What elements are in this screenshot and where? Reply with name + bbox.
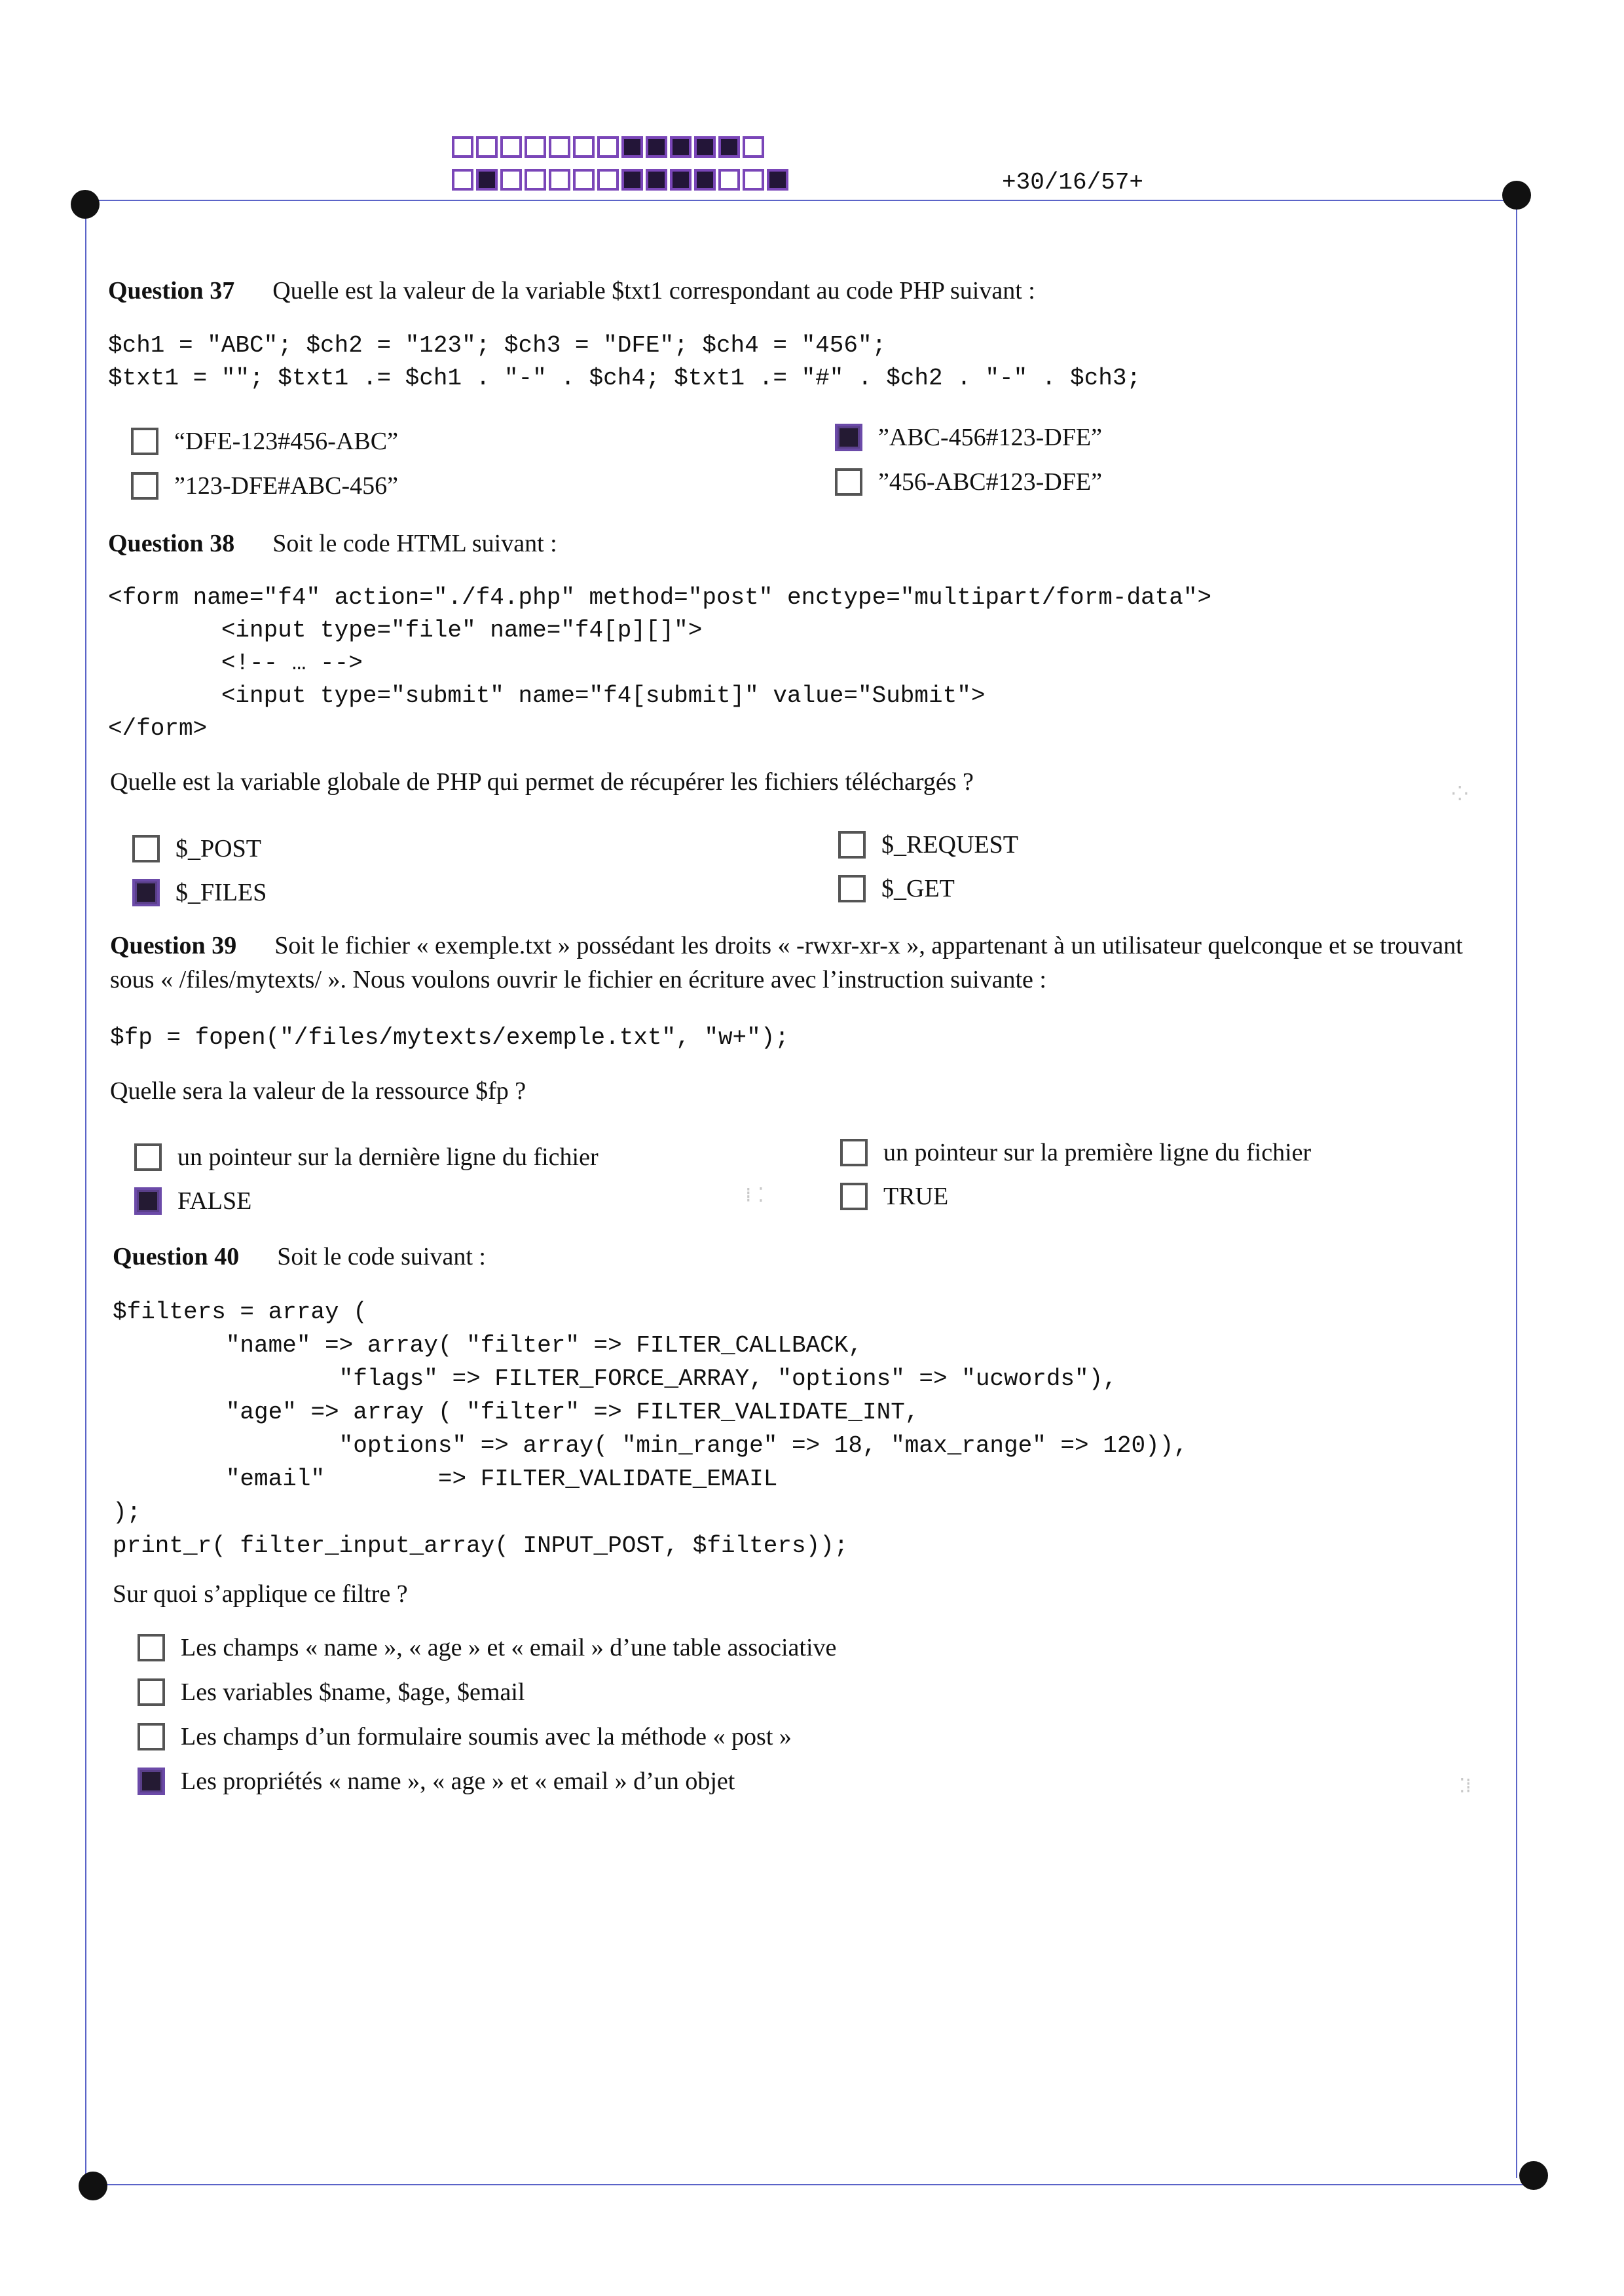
barcode-cell: [476, 136, 498, 158]
q38-option-1-label: $_POST: [175, 835, 261, 862]
q40-option-1-checkbox[interactable]: [138, 1634, 165, 1661]
q40-option-3-label: Les champs d’un formulaire soumis avec la méthode « post »: [181, 1723, 792, 1750]
q37-option-3-checkbox[interactable]: [131, 472, 158, 500]
frame-right-line: [1516, 195, 1517, 2178]
q39-option-1-checkbox[interactable]: [134, 1143, 162, 1171]
question-39-header: [110, 929, 1511, 997]
q40-option-2-label: Les variables $name, $age, $email: [181, 1678, 525, 1706]
q40-option-2[interactable]: [138, 1678, 525, 1707]
barcode-cell: [452, 169, 473, 191]
q37-option-1-label: “DFE-123#456-ABC”: [174, 428, 398, 455]
barcode-cell: [694, 136, 716, 158]
q39-option-3[interactable]: [134, 1187, 251, 1215]
scan-smudge: ⁞ ⁚: [745, 1184, 764, 1207]
barcode-cell: [500, 136, 522, 158]
q38-option-2-checkbox[interactable]: [838, 831, 866, 859]
q37-option-2[interactable]: [835, 423, 1102, 452]
q38-option-3-checkbox[interactable]: [132, 879, 160, 906]
q38-option-2-label: $_REQUEST: [881, 831, 1018, 859]
question-40-prompt: Soit le code suivant :: [277, 1243, 486, 1270]
q37-option-1[interactable]: [131, 427, 398, 456]
q39-option-4-checkbox[interactable]: [840, 1183, 868, 1210]
q38-option-4-checkbox[interactable]: [838, 875, 866, 902]
barcode-cell: [670, 169, 692, 191]
q38-option-4[interactable]: [838, 874, 955, 903]
q40-option-1-label: Les champs « name », « age » et « email » d’une table associative: [181, 1634, 837, 1661]
barcode-cell: [452, 136, 473, 158]
q40-option-1[interactable]: [138, 1633, 836, 1662]
scan-smudge: ·⁚·: [1450, 783, 1469, 805]
question-38-label: Question 38: [108, 530, 235, 557]
question-37-prompt: Quelle est la valeur de la variable $txt1 correspondant au code PHP suivant :: [272, 277, 1035, 305]
barcode-cell: [743, 136, 764, 158]
barcode-cell: [500, 169, 522, 191]
barcode-cell: [573, 169, 595, 191]
question-39-question: Quelle sera la valeur de la ressource $fp ?: [110, 1077, 526, 1105]
barcode-cell: [743, 169, 764, 191]
question-38-question: Quelle est la variable globale de PHP qui permet de récupérer les fichiers téléchargés ?: [110, 768, 974, 796]
q40-option-3[interactable]: [138, 1722, 792, 1751]
q37-option-2-label: ”ABC-456#123-DFE”: [878, 424, 1102, 451]
q37-option-4-checkbox[interactable]: [835, 468, 862, 496]
q39-option-4[interactable]: [840, 1182, 948, 1211]
q37-option-2-checkbox[interactable]: [835, 424, 862, 451]
barcode-cell: [718, 169, 740, 191]
question-37-label: Question 37: [108, 277, 235, 305]
frame-bottom-line: [93, 2184, 1534, 2185]
barcode-bottom-row: [452, 169, 788, 191]
q39-option-1[interactable]: [134, 1143, 599, 1172]
q40-option-4-checkbox[interactable]: [138, 1768, 165, 1795]
q38-option-1[interactable]: [132, 834, 261, 863]
question-39-prompt: Soit le fichier « exemple.txt » possédant les droits « -rwxr-xr-x », appartenant à un utilisateur quelconque et se trouvant sous « /files/mytexts/ ». Nous voulons ouvrir le fichier en écriture avec l’instruction suivante :: [110, 932, 1463, 993]
q37-option-3-label: ”123-DFE#ABC-456”: [174, 472, 398, 500]
question-39-code: $fp = fopen("/files/mytexts/exemple.txt", "w+");: [110, 1024, 789, 1051]
q40-option-2-checkbox[interactable]: [138, 1678, 165, 1706]
corner-marker-top-right: [1502, 181, 1531, 210]
barcode-cell: [597, 169, 619, 191]
barcode-cell: [670, 136, 692, 158]
barcode-cell: [621, 169, 643, 191]
barcode-cell: [525, 169, 546, 191]
q40-option-4[interactable]: [138, 1767, 735, 1796]
barcode-cell: [621, 136, 643, 158]
q38-option-3[interactable]: [132, 878, 267, 907]
question-40-code: $filters = array ( "name" => array( "filter" => FILTER_CALLBACK, "flags" => FILTER_FORCE_ARRAY, "options" => "ucwords"), "age" => array ( "filter" => FILTER_VALIDATE_INT, "options" => array( "min_range" => 18, "max_range" => 120)), "email" => FILTER_VALIDATE_EMAIL ); print_r( filter_input_array( INPUT_POST, $filters));: [113, 1299, 1188, 1559]
barcode-cell: [597, 136, 619, 158]
question-40-header: [113, 1241, 486, 1273]
exam-id: +30/16/57+: [1002, 169, 1144, 196]
question-40-label: Question 40: [113, 1243, 240, 1270]
q37-option-3[interactable]: [131, 472, 398, 500]
barcode-cell: [718, 136, 740, 158]
barcode-cell: [646, 169, 667, 191]
corner-marker-bottom-left: [79, 2172, 107, 2200]
corner-marker-bottom-right: [1519, 2161, 1548, 2190]
q39-option-1-label: un pointeur sur la dernière ligne du fichier: [177, 1143, 599, 1171]
corner-marker-top-left: [71, 190, 100, 219]
q39-option-3-checkbox[interactable]: [134, 1187, 162, 1215]
barcode-cell: [767, 169, 788, 191]
q39-option-2-label: un pointeur sur la première ligne du fichier: [883, 1139, 1312, 1166]
question-38-header: [108, 528, 557, 560]
frame-top-line: [85, 200, 1516, 201]
question-39-label: Question 39: [110, 932, 237, 959]
question-37-code: $ch1 = "ABC"; $ch2 = "123"; $ch3 = "DFE"; $ch4 = "456"; $txt1 = ""; $txt1 .= $ch1 . "-" . $ch4; $txt1 .= "#" . $ch2 . "-" . $ch3;: [108, 332, 1141, 392]
frame-left-line: [85, 200, 86, 2184]
barcode-cell: [549, 169, 570, 191]
barcode-cell: [646, 136, 667, 158]
q38-option-2[interactable]: [838, 830, 1018, 859]
question-37-header: [108, 275, 1035, 307]
barcode-cell: [694, 169, 716, 191]
q38-option-4-label: $_GET: [881, 875, 955, 902]
barcode-top-row: [452, 136, 764, 158]
q40-option-4-label: Les propriétés « name », « age » et « email » d’un objet: [181, 1768, 735, 1795]
q37-option-4[interactable]: [835, 468, 1102, 496]
q39-option-2-checkbox[interactable]: [840, 1139, 868, 1166]
q38-option-1-checkbox[interactable]: [132, 835, 160, 862]
barcode-cell: [476, 169, 498, 191]
q37-option-4-label: ”456-ABC#123-DFE”: [878, 468, 1102, 496]
q38-option-3-label: $_FILES: [175, 879, 267, 906]
barcode-cell: [525, 136, 546, 158]
q40-option-3-checkbox[interactable]: [138, 1723, 165, 1750]
q39-option-2[interactable]: [840, 1138, 1311, 1167]
scan-smudge: ⁚⁞: [1459, 1775, 1472, 1798]
q39-option-3-label: FALSE: [177, 1187, 252, 1215]
q39-option-4-label: TRUE: [883, 1183, 949, 1210]
question-40-question: Sur quoi s’applique ce filtre ?: [113, 1580, 408, 1608]
q37-option-1-checkbox[interactable]: [131, 428, 158, 455]
barcode-cell: [573, 136, 595, 158]
question-38-prompt: Soit le code HTML suivant :: [272, 530, 557, 557]
question-38-code: <form name="f4" action="./f4.php" method="post" enctype="multipart/form-data"> <input type="file" name="f4[p][]"> <!-- … --> <input type="submit" name="f4[submit]" value="Submit"> </form>: [108, 584, 1212, 742]
barcode-cell: [549, 136, 570, 158]
